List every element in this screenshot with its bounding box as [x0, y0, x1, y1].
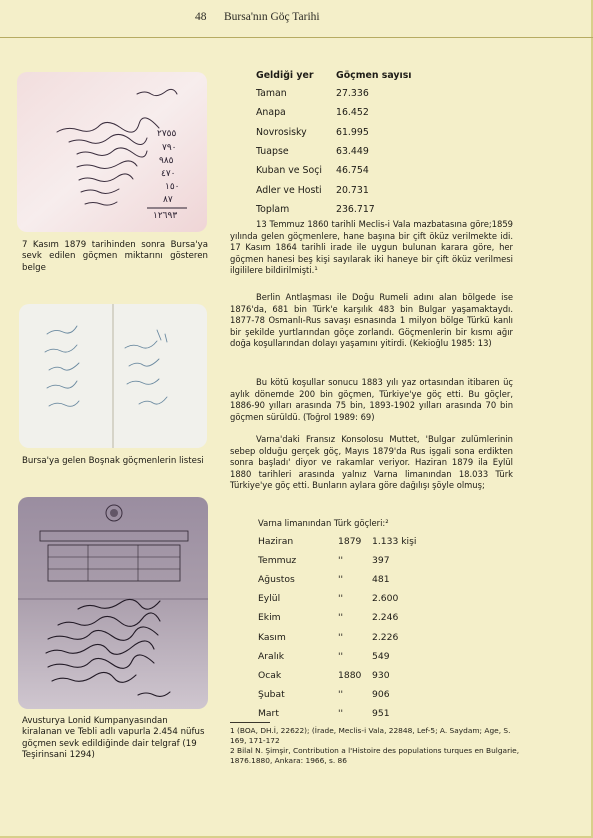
table-cell: Tuapse — [256, 146, 289, 158]
table-cell: 951 — [372, 707, 390, 719]
table-cell: Novrosisky — [256, 126, 307, 138]
document-photo-2 — [19, 304, 207, 448]
table-cell: '' — [338, 612, 344, 624]
svg-text:١٢٦٩٣: ١٢٦٩٣ — [153, 211, 178, 221]
table-cell: Taman — [256, 88, 287, 100]
migration-origin-table — [256, 66, 446, 219]
table-cell: Kuban ve Soçi — [256, 165, 322, 177]
svg-text:٩٨٥: ٩٨٥ — [159, 156, 174, 166]
table-cell: 930 — [372, 669, 390, 681]
table-cell: Eylül — [258, 593, 281, 605]
table2-title: Varna limanından Türk göçleri:² — [258, 518, 389, 528]
table-cell: Ağustos — [258, 574, 295, 586]
document-photo-3 — [18, 497, 208, 709]
table-row — [256, 103, 446, 122]
body-paragraph-1 — [230, 219, 513, 277]
table-cell: '' — [338, 593, 344, 605]
table-cell: 481 — [372, 574, 390, 586]
table-cell: 27.336 — [336, 88, 369, 100]
table-cell: 906 — [372, 688, 390, 700]
paragraph-text: Berlin Antlaşması ile Doğu Rumeli adını alan bölgede ise 1876'da, 681 bin Türk'e karşılık 483 bin Bulgar yaşamaktaydı. 1877-78 Osmanlı-Rus savaşı esnasında 1 milyon bölge Türkü kanlı bir şekilde yurtlarından göçe zorlandı. Göçmenlerin bir kısmı ağır doğa koşullarından dolayı yaşamını yitirdi. (Kekioğlu 1985: 13) — [230, 292, 513, 349]
table-cell: 61.995 — [336, 126, 369, 138]
photo-caption-3: Avusturya Lonid Kumpanyasından kiralanan ve Tebli adlı vapurla 2.454 nüfus göçmen sevk edildiğinde dair telgraf (19 Teşirinsani 1294) — [22, 716, 205, 761]
table-cell: 1879 — [338, 536, 362, 548]
paragraph-text: Bu kötü koşullar sonucu 1883 yılı yaz ortasından itibaren üç aylık dönemde 200 bin göçmen, Türkiye'ye göç etti. Bu göçler, 1886-90 yılları arasında 75 bin, 1893-1902 yılları arasında 70 bin göçmen sürüldü. (Toğrol 1989: 69) — [230, 377, 513, 422]
table-row — [258, 666, 432, 685]
footnote-2: 2 Bilal N. Şimşir, Contribution a l'Histoire des populations turques en Bulgarie, 1876.1880, Ankara: 1966, s. 86 — [230, 746, 520, 765]
table-row — [258, 551, 432, 570]
table-cell: Ocak — [258, 669, 282, 681]
table-row — [256, 123, 446, 142]
table-cell: Mart — [258, 707, 279, 719]
page-header — [0, 0, 593, 38]
photo-caption-1: 7 Kasım 1879 tarihinden sonra Bursa'ya sevk edilen göçmen miktarını gösteren belge — [22, 240, 208, 273]
table-cell: '' — [338, 688, 344, 700]
table-cell: 16.452 — [336, 107, 369, 119]
svg-text:٢٧٥٥: ٢٧٥٥ — [157, 129, 177, 139]
table-cell: 397 — [372, 555, 390, 567]
table-cell: '' — [338, 574, 344, 586]
table-row — [258, 647, 432, 666]
table-row — [258, 570, 432, 589]
table-header-row — [256, 66, 446, 84]
table-cell: Şubat — [258, 688, 285, 700]
table-row — [256, 142, 446, 161]
body-paragraph-2 — [230, 292, 513, 350]
footnote-rule — [230, 722, 270, 723]
header-rule — [0, 37, 593, 38]
footnote-1: 1 (BOA, DH.İ, 22622); (İrade, Meclis-i Vala, 22848, Lef-5; A. Saydam; Age, S. 169, 171-172 — [230, 726, 511, 745]
table-row — [258, 704, 432, 723]
table-cell: 2.246 — [372, 612, 399, 624]
table-cell: Kasım — [258, 631, 286, 643]
table-cell: 1.133 kişi — [372, 536, 417, 548]
table-row — [258, 627, 432, 646]
paragraph-text: Varna'daki Fransız Konsolosu Muttet, 'Bulgar zulümlerinin sebep olduğu gerçek göç, Mayıs 1879'da Rus işgali sona erdikten sonra başladı' diyor ve rakamlar veriyor. Haziran 1879 ila Eylül 1880 tarihleri arasında yalnız Varna limanından 18.033 Türk Türkiye'ye göç etti. Bunların aylara göre dağılışı şöyle olmuş; — [230, 434, 513, 491]
body-paragraph-4 — [230, 434, 513, 492]
running-title: Bursa'nın Göç Tarihi — [224, 11, 320, 23]
table-cell: '' — [338, 631, 344, 643]
table-cell: Adler ve Hosti — [256, 184, 322, 196]
svg-text:٨٧: ٨٧ — [163, 195, 173, 205]
paragraph-text: 13 Temmuz 1860 tarihli Meclis-i Vala mazbatasına göre;1859 yılında gelen göçmenlere, hane başına bir çift öküz verilmekte idi. 17 Kasım 1864 tarihli irade ile uygun bulunan karara göre, her göçmen hanesi beş kişi sayılarak iki haneye bir çift öküz verilmesi ilgililere bildirilmişti.¹ — [230, 219, 513, 276]
table-row — [258, 685, 432, 704]
table-row — [258, 608, 432, 627]
table-cell: '' — [338, 555, 344, 567]
svg-text:٧٩٠: ٧٩٠ — [162, 143, 177, 153]
table-row — [258, 532, 432, 551]
table-cell: 1880 — [338, 669, 362, 681]
table-cell: 236.717 — [336, 203, 375, 215]
table-cell: 2.226 — [372, 631, 399, 643]
table-cell: Anapa — [256, 107, 286, 119]
photo-caption-2: Bursa'ya gelen Boşnak göçmenlerin listesi — [22, 456, 204, 466]
svg-text:٤٧٠: ٤٧٠ — [161, 169, 176, 179]
table-row — [256, 161, 446, 180]
document-photo-1 — [17, 72, 207, 232]
table-cell: 46.754 — [336, 165, 369, 177]
column-header: Göçmen sayısı — [336, 69, 412, 81]
table-cell: '' — [338, 707, 344, 719]
table-cell: Toplam — [256, 203, 290, 215]
page-number: 48 — [195, 11, 207, 23]
svg-text:١٥٠: ١٥٠ — [165, 182, 180, 192]
table-row — [256, 200, 446, 219]
table-cell: '' — [338, 650, 344, 662]
table-cell: Ekim — [258, 612, 281, 624]
table-cell: 20.731 — [336, 184, 369, 196]
table-cell: 2.600 — [372, 593, 399, 605]
table-row — [256, 180, 446, 199]
table-cell: 549 — [372, 650, 390, 662]
body-paragraph-3 — [230, 377, 513, 423]
table-cell: Haziran — [258, 536, 294, 548]
table-cell: Temmuz — [258, 555, 297, 567]
table-cell: Aralık — [258, 650, 285, 662]
table-cell: 63.449 — [336, 146, 369, 158]
varna-migration-table — [258, 532, 432, 723]
table-row — [258, 589, 432, 608]
column-header: Geldiği yer — [256, 69, 314, 81]
table-row — [256, 84, 446, 103]
